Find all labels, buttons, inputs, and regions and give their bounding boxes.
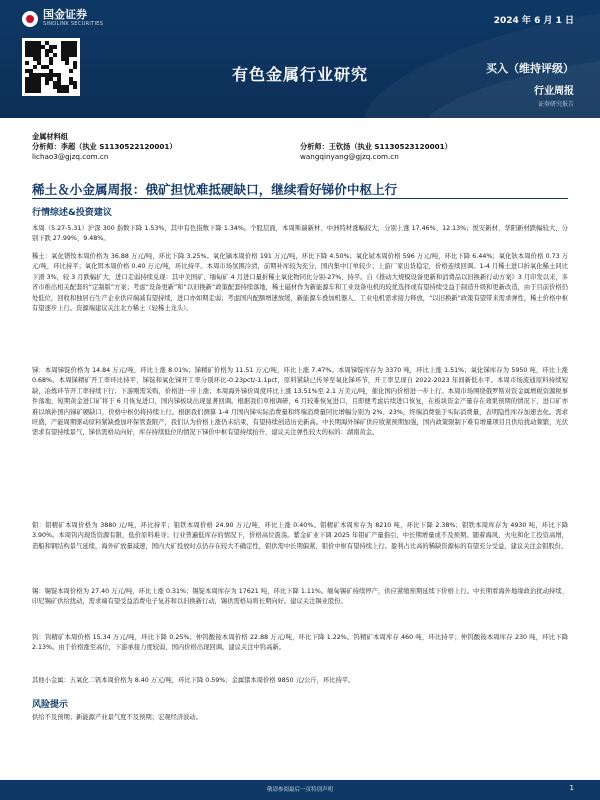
headline-divider: [32, 198, 568, 199]
analyst-2-email[interactable]: wangqinyang@gjzq.com.cn: [300, 152, 399, 161]
paragraph-market-overview: 本周（5.27-5.31）沪深 300 指数下降 1.53%，其中有色指数下降 1.34%。个股层面，本周斯瑞新材、中洲特材涨幅较大，分别上涨 17.46%、12.13%；悦安新材、华阳新材跌幅较大，分别下跌 27.99%、9.48%。: [32, 225, 568, 243]
report-subtype: 证券研究报告: [537, 101, 574, 108]
section-title-risk: 风险提示: [32, 700, 69, 710]
analyst-2-line: 分析师：王钦扬（执业 S1130523120001）: [300, 142, 452, 151]
report-title: 有色金属行业研究: [231, 65, 368, 84]
paragraph-other-metals: 其他小金属：五氧化二钒本周价格为 8.40 万元/吨，环比下降 0.59%；金属锗本周价格 9850 元/公斤，环比持平。: [32, 677, 355, 684]
analyst-1-email[interactable]: lichao3@gjzq.com.cn: [32, 152, 109, 161]
paragraph-antimony: 锑：本周锑锭价格为 14.84 万元/吨，环比上涨 8.01%；锑精矿价格为 11.51 万元/吨，环比上涨 7.47%。本周锑锭库存为 3370 吨，环比上涨 1.51%；氧化锑库存为 5950 吨，环比上涨 0.68%。本周锑精矿开工率环比持平，锑锭和氧化锑开工率分别环比-0.23pct/-1.1pct，原料紧缺已传导至氧化锑环节，开工率呈现自 2022-2023 年间新低水平。本周市场流通原料持续短缺，冶炼环节开工率持续下行；下游刚需采购，价格进一步上涨；本周海外锑价周度环比上涨 13.51%至 2.1 万美元/吨，催化国内价格进一步上行。本周市场围绕俄罗斯对资金属增税资源税事件落地，短期黄金进口矿将于 6 月恢复进口，国内锑板块出现显著回调。根据我们草根调研，6 月较难恢复进口，且即便考虑后续进口恢复，在板块资金产量存在效果预期的情况下，进口矿亦难以填补国内锑矿硬缺口，价格中枢仍将持续上行。根据我们测算 1-4 月国内锑实际消费量和终端消费量同比增幅分别为 2%、23%，终端消费强于实际消费量，表明隐性库存加速去化。需求旺盛，产能周期驱动原料紧缺叠加环保管查限产，我们认为价格上涨仍未结束，有望持续创造历史新高。中长期海外锑矿供应收紧预期加强，国内政策限制下难有增量项目且供给扰动频繁，光伏需求有望持续景气，锑供需格局向好，库存持续低位的情况下锑价中枢有望持续抬升，建议关注弹性较大的标的：湖南黄金。: [32, 367, 571, 437]
page-number: 1: [569, 784, 574, 792]
paragraph-tungsten: 钨：钨精矿本周价格 15.34 万元/吨，环比下降 0.25%；仲钨酸铵本周价格 22.88 万元/吨，环比下降 1.22%。钨精矿本周库存 460 吨，环比持平；仲钨酸铵本周库存 230 吨，环比下降 2.13%。由于价格涨至高位，下游承接力度较弱，国内价格出现回调。建议关注中钨高新。: [32, 634, 571, 652]
paragraph-tin: 锡：锡锭本周价格为 27.40 万元/吨，环比上涨 0.31%；锡锭本周库存为 17621 吨，环比下降 1.11%。缅甸锡矿持续停产，供应紧缩预期延续下价格上行。中长期看海外地缘政治扰动持续、印尼锡矿供给扰动，需求端有望受益消费电子复苏和以旧换新行动，锡供需格局将长期向好。建议关注锡业股份。: [32, 588, 568, 606]
paragraph-risk: 供给不及预期；新能源产业景气度不及预期；宏观经济波动。: [32, 714, 203, 721]
footer-disclaimer[interactable]: 敬请参阅最后一页特别声明: [266, 787, 333, 793]
analyst-1-line: 分析师：李超（执业 S1130522120001）: [32, 142, 177, 151]
paragraph-molybdenum: 钼：钼精矿本周价格为 3880 元/吨，环比持平；钼铁本周价格 24.90 万元/吨，环比上涨 0.40%。钼精矿本周库存为 8210 吨，环比下降 2.38%；钼铁本周库存为 4930 吨，环比下降 3.90%。本周钨内现货资源有限，低价原料难寻；行业普遍低库存的情况下，价格高位震荡。紫金矿业下调 2025 年钼矿产量指引，中长期增量或不及预期。随着海风、火电和化工投资高增，造船和钢结构景气延续，海外矿放量减速，国内大矿投放时点仍存在较大不确定性，钼供需中长期偏紧，钼价中枢有望持续上行。盈利占比高的稀缺资源标的有望充分受益，建议关注金钼股份。: [32, 522, 571, 550]
report-type: 行业周报: [534, 86, 574, 97]
company-logo: [22, 9, 103, 28]
rating-badge: 买入（维持评级）: [486, 62, 574, 75]
report-date: 2024 年 6 月 1 日: [493, 16, 574, 26]
analyst-block: [32, 132, 572, 162]
section-title-summary: 行情综述&投资建议: [32, 208, 112, 218]
team-name: 金属材料组: [32, 132, 68, 141]
report-headline: 稀土＆小金属周报：俄矿担忧难抵硬缺口，继续看好锑价中枢上行: [32, 182, 398, 197]
logo-name-cn: 国金证券: [43, 8, 87, 21]
paragraph-rare-earth: 稀土：氧化镨钕本周价格为 36.88 万元/吨，环比下降 3.25%。氧化镝本周价格 191 万元/吨，环比下降 4.50%；氧化铽本周价格 596 万元/吨，环比下降 6.44%；氧化钬本周价格 0.73 万元/吨，环比持平；氧化铒本周价格 0.40 万元/吨，环比持平。本周市场氛围冷清，前期补库较为充分，国内集中订单较少；上游厂家出货稳定，价格连续回调。1-4 月稀土进口折氧化稀土同比下滑 3%，较 3 月跌幅扩大，进口走弱持续兑现：其中美国矿、缅甸矿 4 月进口量折稀土氧化物同比分别-27%、持平。自《推动大规模设备更新和消费品以旧换新行动方案》3 月印发以来，多省市推出相关配套的“定制版”方案；考虑“设备更新”和“以旧换新”政策配套持续落地，稀土磁材作为新能源车和工业设备电机的较优选择或有望持续受益于制造升级和更新改造，由于目前价格仍处低位，回收和独居石生产企业供应端减有望持续，进口亦如期走弱；考虑国内配额增速放缓，新能源车叠加机器人、工业电机需求接力释放，“以旧换新”政策有望带来需求弹性，稀土价格中枢有望逐步上行。资源端建议关注北方稀土（轻稀土龙头）。: [32, 253, 568, 313]
logo-name-en: SINOLINK SECURITIES: [43, 21, 104, 27]
logo-icon: [22, 11, 38, 27]
